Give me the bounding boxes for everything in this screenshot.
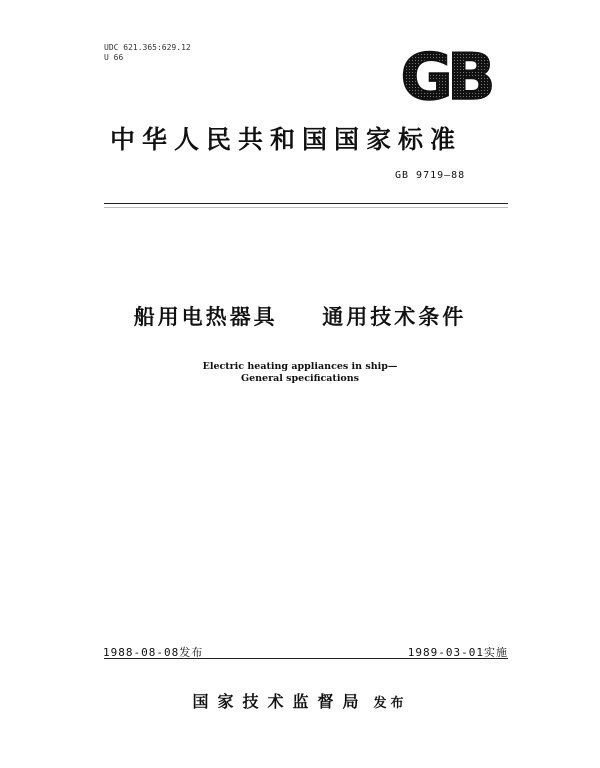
national-standard-heading: 中华人民共和国国家标准 bbox=[110, 125, 463, 154]
udc-category: U 66 bbox=[104, 53, 124, 62]
title-english-line-1: Electric heating appliances in ship— bbox=[202, 361, 398, 372]
udc-classification bbox=[104, 43, 191, 63]
issuing-authority bbox=[0, 689, 600, 712]
issuer-name: 国家技术监督局 bbox=[192, 692, 368, 711]
issuer-suffix: 发布 bbox=[373, 696, 408, 711]
issue-date: 1988-08-08发布 bbox=[103, 646, 204, 659]
gb-logo bbox=[396, 44, 494, 104]
top-rule-secondary bbox=[104, 207, 508, 208]
gb-logo-text: GB bbox=[400, 44, 490, 104]
title-english bbox=[0, 361, 600, 385]
bottom-rule bbox=[104, 658, 508, 659]
implementation-date: 1989-03-01实施 bbox=[407, 646, 508, 659]
title-english-line-2: General specifications bbox=[240, 373, 360, 384]
standard-code: GB 9719—88 bbox=[395, 170, 466, 181]
title-chinese: 船用电热器具 通用技术条件 bbox=[133, 304, 467, 329]
top-rule bbox=[104, 203, 508, 204]
udc-code: UDC 621.365:629.12 bbox=[104, 43, 191, 52]
